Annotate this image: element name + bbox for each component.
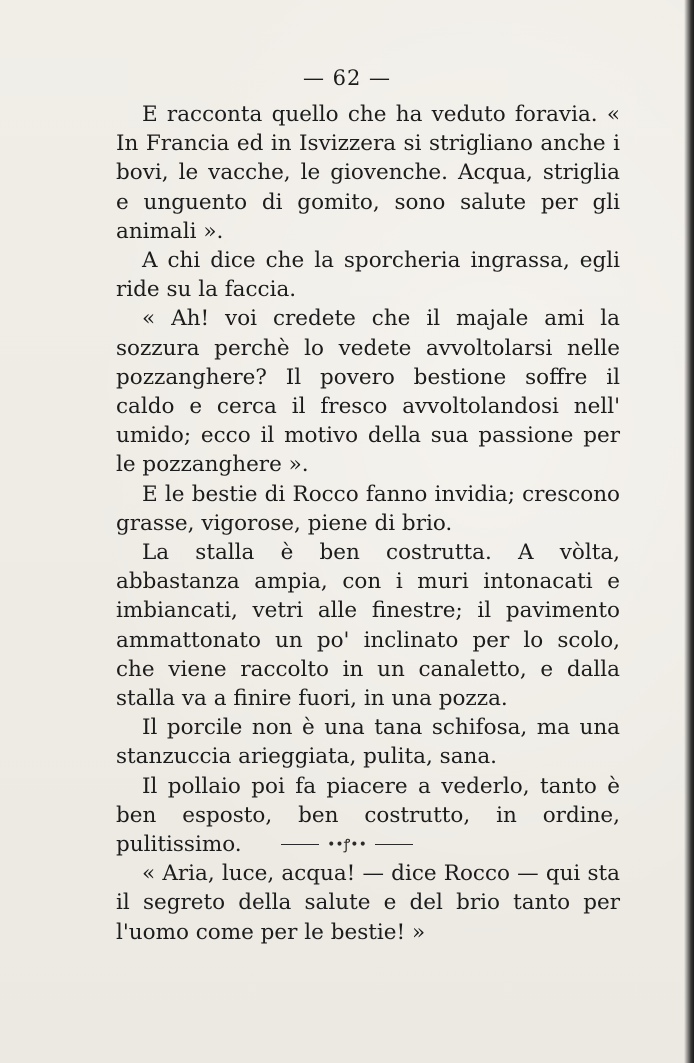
end-ornament xyxy=(0,834,694,854)
ornament-left-rule xyxy=(281,844,319,845)
ornament-glyph: ••ꝭ•• xyxy=(327,837,367,853)
page-edge-shadow xyxy=(684,0,694,1063)
paragraph-7: Il pollaio poi fa piacere a vederlo, tanto è ben esposto, ben costrutto, in ordine, pulitissimo. xyxy=(116,773,620,858)
paragraph-2: A chi dice che la sporcheria ingrassa, egli ride su la faccia. xyxy=(116,248,620,303)
paragraph-3: « Ah! voi credete che il majale ami la sozzura perchè lo vedete avvoltolarsi nelle pozzanghere? Il povero bestione soffre il caldo e cerca il fresco avvoltolandosi nell' umido; ecco il motivo della sua passione per le pozzanghere ». xyxy=(116,306,620,478)
paragraph-4: E le bestie di Rocco fanno invidia; crescono grasse, vigorose, piene di brio. xyxy=(116,481,620,536)
page-number: — 62 — xyxy=(302,66,392,90)
ornament-right-rule xyxy=(375,844,413,845)
paragraph-5: La stalla è ben costrutta. A vòlta, abbastanza ampia, con i muri intonacati e imbiancati, vetri alle finestre; il pavimento ammattonato un po' inclinato per lo scolo, che viene raccolto in un canaletto, e dalla stalla va a finire fuori, in una pozza. xyxy=(116,540,620,712)
paragraph-8: « Aria, luce, acqua! — dice Rocco — qui sta il segreto della salute e del brio tanto per l'uomo come per le bestie! » xyxy=(116,861,620,945)
body-text xyxy=(116,100,620,947)
paragraph-1: E racconta quello che ha veduto foravia. « In Francia ed in Isvizzera si strigliano anche i bovi, le vacche, le giovenche. Acqua, striglia e unguento di gomito, sono salute per gli animali ». xyxy=(116,102,620,244)
paragraph-6: Il porcile non è una tana schifosa, ma una stanzuccia arieggiata, pulita, sana. xyxy=(116,715,620,770)
